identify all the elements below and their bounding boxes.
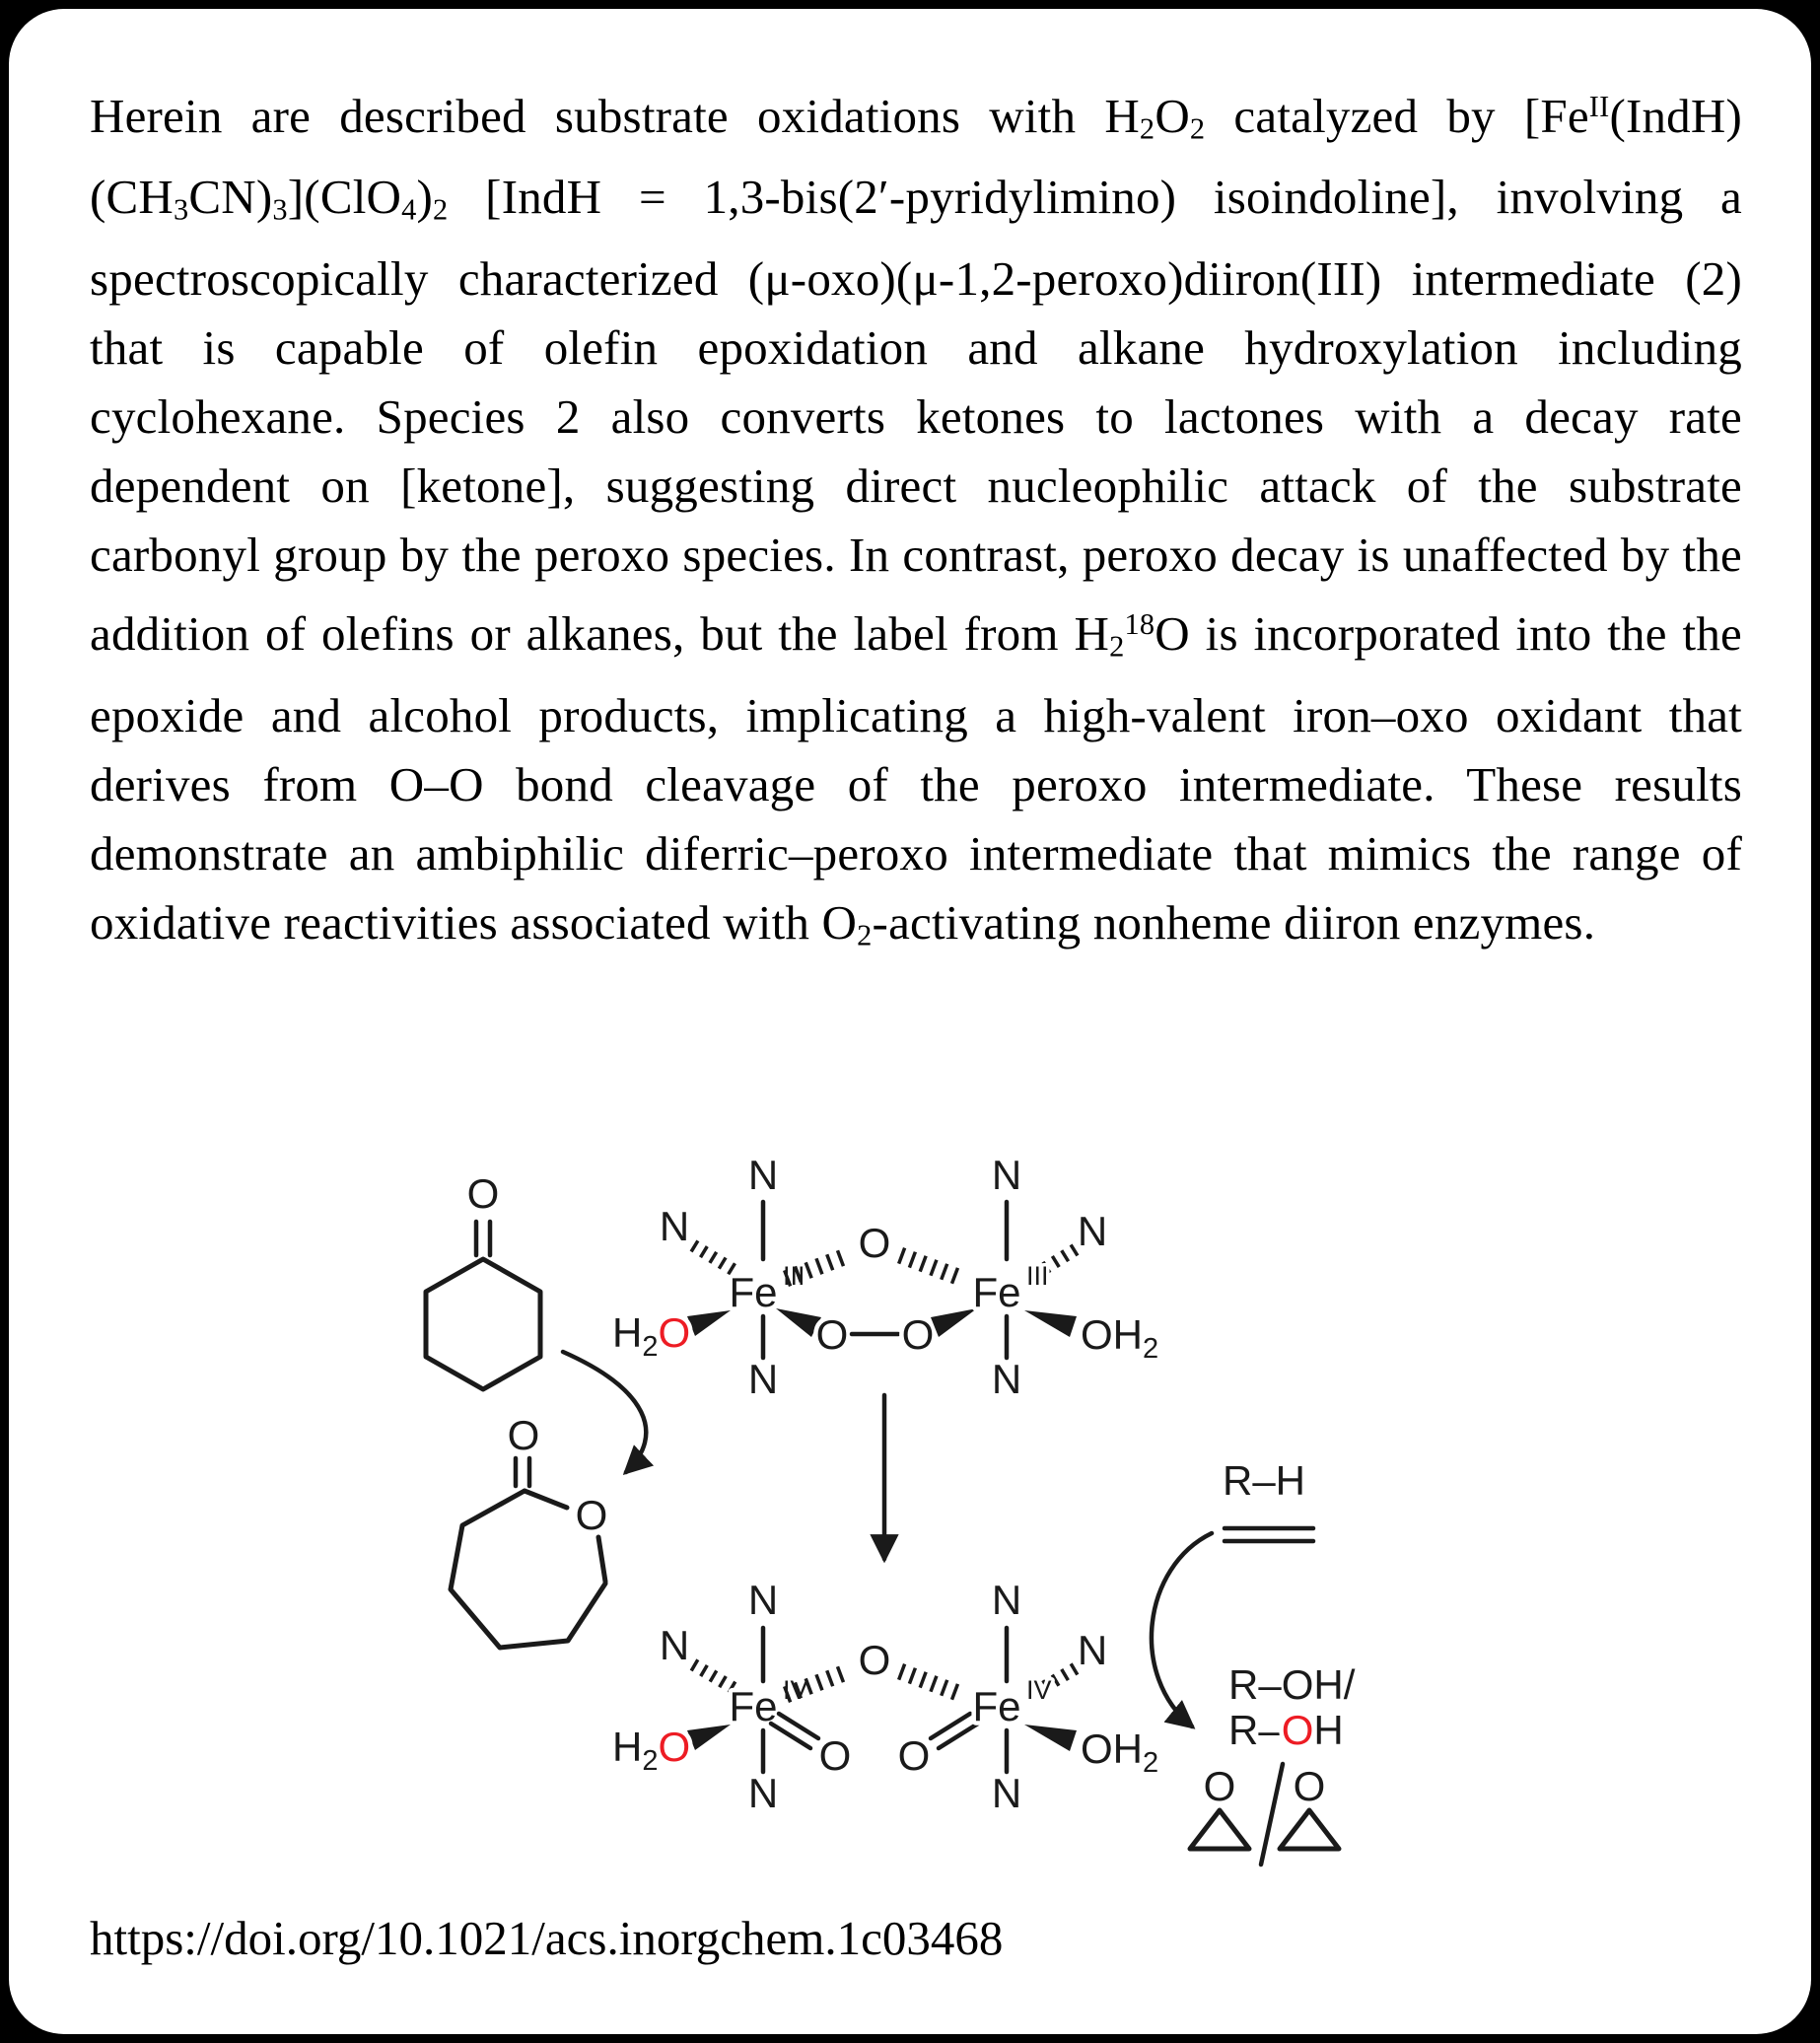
axial-n-label: N [991,1770,1022,1816]
peroxo-wedge-bond [931,1308,977,1337]
iron-label: Fe [729,1269,778,1315]
axial-n-label: N [747,1356,779,1402]
reaction-scheme-figure [9,1123,1820,1932]
iron-label: Fe [972,1269,1021,1315]
bridging-oxo-label: O [858,1637,891,1683]
axial-n-label: N [991,1577,1022,1623]
carbonyl-oxygen-label: O [466,1170,500,1217]
labeled-alcohol-product: R–OH [1228,1707,1344,1753]
iron-label: Fe [729,1683,778,1729]
abstract-paragraph: Herein are described substrate oxidations with H2O2 catalyzed by $[Fe^{II}(IndH)(CH3CN)3](ClO4)2$ [IndH = 1,3-bis(2′-pyridylimino) isoindoline], involving a spectroscopically characterized (μ-oxo)(μ-1,2-peroxo)diiron(III) intermediate (2) that is capable of olefin epoxidation and alkane hydroxylation including cyclohexane. Species 2 also converts ketones to lactones with a decay rate dependent on [ketone], suggesting direct nucleophilic attack of the substrate carbonyl group by the peroxo species. In contrast, peroxo decay is unaffected by the addition of olefins or alkanes, but the label from $H2^{18}O$ is incorporated into the the epoxide and alcohol products, implicating a high-valent iron–oxo oxidant that derives from O–O bond cleavage of the peroxo intermediate. These results demonstrate an ambiphilic diferric–peroxo intermediate that mimics the range of oxidative reactivities associated with O2-activating nonheme diiron enzymes. [90,88,1742,952]
axial-n-label: N [991,1152,1022,1198]
axial-n-label: N [747,1152,779,1198]
alkane-substrate-label: R–H [1222,1457,1306,1504]
aqua-ligand-label: $OH_2$ [1081,1311,1159,1365]
epoxide-product [1190,1763,1249,1849]
epoxide-oxygen-label: O [1203,1763,1236,1809]
substrate-panel [1152,1457,1356,1865]
oxidation-state-label: III [783,1261,805,1291]
aqua-wedge-bond [1024,1725,1077,1751]
equatorial-n-label: N [659,1622,690,1668]
peroxo-wedge-bond [776,1308,821,1337]
oxidation-state-label: IV [783,1675,808,1705]
labeled-epoxide-product [1280,1763,1339,1849]
doi-link: https://doi.org/10.1021/acs.inorgchem.1c03468 [90,1911,1004,1965]
aqua-wedge-bond [1024,1310,1077,1337]
peroxo-oxygen-label: O [901,1311,935,1358]
oxidation-state-label: IV [1026,1675,1052,1705]
cyclohexanone-structure [426,1170,540,1389]
bridging-oxo-label: O [858,1220,891,1266]
axial-n-label: N [991,1356,1022,1402]
lactone-carbonyl-oxygen-label: O [507,1412,540,1458]
iron-label: Fe [972,1683,1021,1729]
labeled-epoxide-oxygen: O [1293,1763,1326,1809]
oxo-diiron-complex [612,1577,1158,1816]
axial-n-label: N [747,1770,779,1816]
lactone-ring-oxygen-label: O [575,1492,608,1538]
equatorial-n-label: N [1077,1208,1108,1254]
aqua-ligand-label: $H_2O$ [612,1724,691,1777]
oxidation-state-label: III [1026,1261,1049,1291]
terminal-oxo-label: O [897,1732,931,1779]
substrate-oxidation-arrow [1152,1533,1212,1726]
aqua-ligand-label: $H_2O$ [612,1309,691,1363]
peroxo-oxygen-label: O [815,1311,849,1358]
alcohol-products-label: R–OH/ [1228,1661,1356,1708]
labeled-hydroxyl-oxygen: O [1281,1707,1314,1753]
caprolactone-structure [451,1412,607,1648]
aqua-wedge-bond [687,1310,731,1336]
aqua-wedge-bond [687,1725,731,1750]
terminal-oxo-label: O [818,1732,852,1779]
ketone-to-lactone-arrow [563,1352,646,1472]
peroxo-diiron-complex [612,1152,1158,1402]
labeled-water-oxygen: O [658,1309,691,1356]
equatorial-n-label: N [1077,1627,1108,1673]
equatorial-n-label: N [659,1203,690,1249]
labeled-water-oxygen: O [658,1724,691,1770]
aqua-ligand-label: $OH_2$ [1081,1726,1159,1779]
abstract-card [9,9,1811,2034]
axial-n-label: N [747,1577,779,1623]
